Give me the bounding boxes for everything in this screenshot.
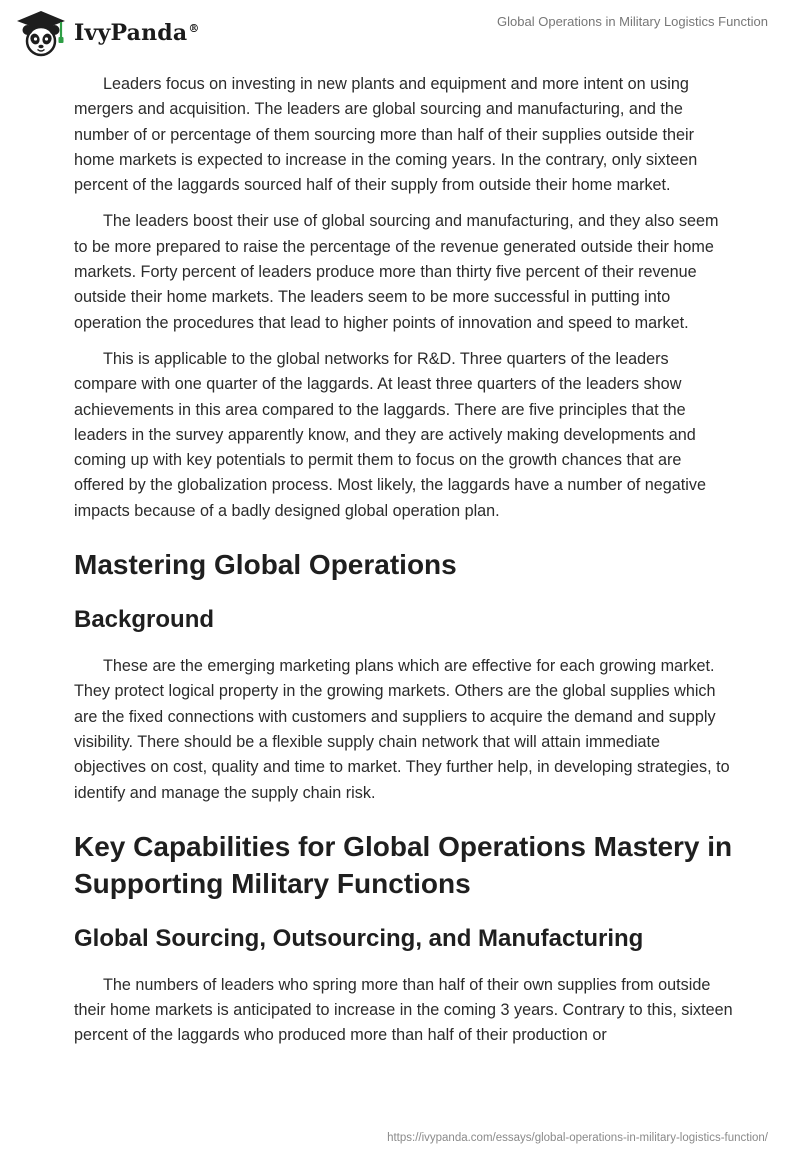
source-url[interactable]: https://ivypanda.com/essays/global-operations-in-military-logistics-function/ (387, 1132, 768, 1144)
section-heading-mastering-global-operations: Mastering Global Operations (74, 549, 457, 581)
brand-registered-mark: ® (188, 21, 200, 35)
brand-name: IvyPanda® (74, 20, 200, 46)
brand-logo[interactable] (14, 8, 200, 58)
document-title: Global Operations in Military Logistics Function (497, 14, 768, 29)
subsection-heading-global-sourcing: Global Sourcing, Outsourcing, and Manufacturing (74, 924, 644, 952)
section-heading-key-capabilities: Key Capabilities for Global Operations Mastery in Supporting Military Functions (74, 830, 733, 899)
paragraph: The leaders boost their use of global sourcing and manufacturing, and they also seem to be more prepared to raise the percentage of the revenue generated outside their home markets. Forty percent of leaders produce more than thirty five percent of their revenue outside their home markets. The leaders seem to be more successful in putting into operation the procedures that lead to higher points of innovation and speed to market. (74, 212, 719, 332)
paragraph: This is applicable to the global networks for R&D. Three quarters of the leaders compare with one quarter of the laggards. At least three quarters of the leaders show achievements in this area compared to the laggards. There are five principles that the leaders in the survey apparently know, and they are actively making developments and coming up with key potentials to permit them to focus on the growth chances that are offered by the globalization process. Most likely, the laggards have a number of negative impacts because of a badly designed global operation plan. (74, 349, 706, 520)
paragraph: The numbers of leaders who spring more than half of their own supplies from outside their home markets is anticipated to increase in the coming 3 years. Contrary to this, sixteen percent of the laggards who produced more than half of their production or (74, 975, 733, 1045)
paragraph: Leaders focus on investing in new plants and equipment and more intent on using mergers and acquisition. The leaders are global sourcing and manufacturing, and the number of or percentage of them sourcing more than half of their supplies outside their home markets is expected to increase in the coming years. In the contrary, only sixteen percent of the laggards sourced half of their supply from outside their home market. (74, 75, 698, 195)
page-header (0, 0, 800, 70)
subsection-heading-background: Background (74, 606, 215, 634)
panda-graduate-icon (14, 8, 68, 58)
essay-content (74, 72, 734, 1060)
paragraph: These are the emerging marketing plans which are effective for each growing market. They protect logical property in the growing markets. Others are the global supplies which are the fixed connections with customers and suppliers to acquire the demand and supply visibility. There should be a flexible supply chain network that will attain immediate objectives on cost, quality and time to market. They further help, in developing strategies, to identify and manage the supply chain risk. (74, 657, 730, 802)
